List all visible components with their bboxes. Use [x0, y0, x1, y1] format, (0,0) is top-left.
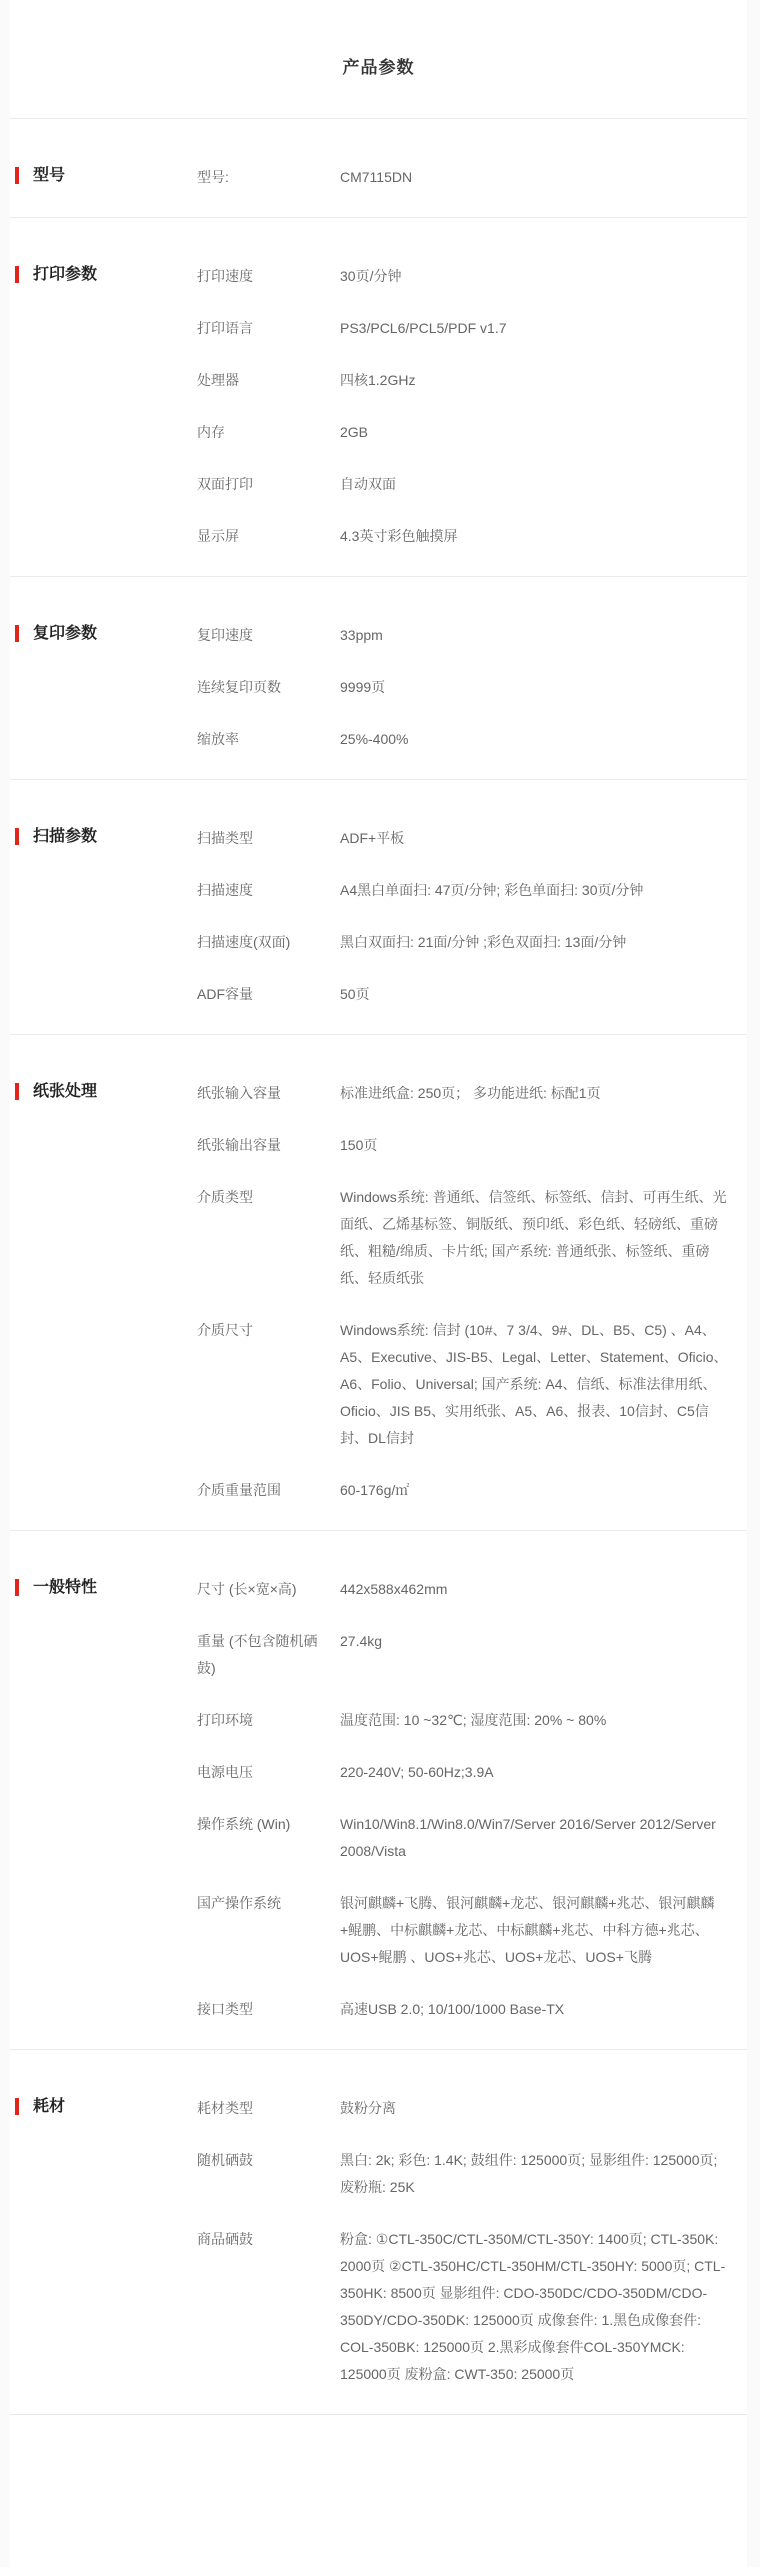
- spec-value: ADF+平板: [340, 830, 405, 846]
- spec-label: 随机硒鼓: [197, 2152, 253, 2168]
- spec-label: 打印速度: [197, 268, 253, 284]
- spec-row: [197, 164, 735, 191]
- spec-section: [10, 1035, 747, 1531]
- section-rows: [197, 1576, 735, 2023]
- spec-row: [197, 2226, 735, 2388]
- spec-row: [197, 471, 735, 498]
- spec-label: 扫描类型: [197, 830, 253, 846]
- spec-label: 介质重量范围: [197, 1482, 281, 1498]
- spec-label: 介质类型: [197, 1189, 253, 1205]
- spec-value: 220-240V; 50-60Hz;3.9A: [340, 1764, 494, 1780]
- spec-row: [197, 622, 735, 649]
- section-accent-bar-icon: [15, 2098, 19, 2115]
- spec-label: 扫描速度: [197, 882, 253, 898]
- spec-section: [10, 119, 747, 218]
- spec-label: 纸张输入容量: [197, 1085, 281, 1101]
- spec-label: 操作系统 (Win): [197, 1816, 291, 1832]
- spec-value: 粉盒: ①CTL-350C/CTL-350M/CTL-350Y: 1400页; CTL-350K: 2000页 ②CTL-350HC/CTL-350HM/CTL-350HY: 5000页; CTL-350HK: 8500页 显影组件: CDO-350DC/CDO-350DM/CDO-350DY/CDO-350DK: 125000页 成像套件: 1.黑色成像套件: COL-350BK: 125000页 2.黑彩成像套件COL-350YMCK: 125000页 废粉盒: CWT-350: 25000页: [340, 2231, 726, 2382]
- spec-section: [10, 218, 747, 577]
- spec-label: 国产操作系统: [197, 1895, 281, 1911]
- spec-section: [10, 780, 747, 1035]
- spec-section: [10, 2050, 747, 2415]
- section-rows: [197, 164, 735, 191]
- spec-row: [197, 1080, 735, 1107]
- spec-value: 自动双面: [340, 476, 396, 492]
- spec-value: 30页/分钟: [340, 268, 402, 284]
- section-title: 打印参数: [33, 266, 98, 283]
- section-rows: [197, 825, 735, 1008]
- spec-value: 50页: [340, 986, 370, 1002]
- spec-value: 高速USB 2.0; 10/100/1000 Base-TX: [340, 2001, 565, 2017]
- spec-row: [197, 1317, 735, 1452]
- spec-row: [197, 1890, 735, 1971]
- spec-row: [197, 981, 735, 1008]
- spec-value: 442x588x462mm: [340, 1581, 448, 1597]
- section-rows: [197, 2095, 735, 2388]
- section-header: [10, 2095, 197, 2118]
- spec-row: [197, 1996, 735, 2023]
- spec-label: 商品硒鼓: [197, 2231, 253, 2247]
- section-title: 耗材: [33, 2098, 66, 2115]
- spec-row: [197, 1132, 735, 1159]
- section-header: [10, 263, 197, 286]
- spec-row: [197, 523, 735, 550]
- section-title: 纸张处理: [33, 1083, 98, 1100]
- section-accent-bar-icon: [15, 266, 19, 283]
- spec-section: [10, 577, 747, 780]
- spec-row: [197, 674, 735, 701]
- spec-label: 扫描速度(双面): [197, 934, 291, 950]
- spec-label: 显示屏: [197, 528, 239, 544]
- spec-label: 复印速度: [197, 627, 253, 643]
- spec-label: 处理器: [197, 372, 239, 388]
- spec-label: 打印语言: [197, 320, 253, 336]
- spec-row: [197, 419, 735, 446]
- spec-label: 内存: [197, 424, 225, 440]
- spec-label: 接口类型: [197, 2001, 253, 2017]
- spec-label: 重量 (不包含随机硒鼓): [197, 1633, 318, 1676]
- spec-value: 2GB: [340, 424, 369, 440]
- spec-label: 尺寸 (长×宽×高): [197, 1581, 297, 1597]
- spec-label: 纸张输出容量: [197, 1137, 281, 1153]
- section-title: 扫描参数: [33, 828, 98, 845]
- section-rows: [197, 1080, 735, 1504]
- spec-row: [197, 263, 735, 290]
- section-title: 复印参数: [33, 625, 98, 642]
- spec-value: 四核1.2GHz: [340, 372, 416, 388]
- spec-label: 介质尺寸: [197, 1322, 253, 1338]
- spec-value: PS3/PCL6/PCL5/PDF v1.7: [340, 320, 507, 336]
- spec-value: CM7115DN: [340, 169, 413, 185]
- section-accent-bar-icon: [15, 828, 19, 845]
- spec-row: [197, 726, 735, 753]
- spec-row: [197, 1759, 735, 1786]
- spec-value: 银河麒麟+飞腾、银河麒麟+龙芯、银河麒麟+兆芯、银河麒麟+鲲鹏、中标麒麟+龙芯、中标麒麟+兆芯、中科方德+兆芯、UOS+鲲鹏 、UOS+兆芯、UOS+龙芯、UOS+飞腾: [340, 1895, 715, 1965]
- section-header: [10, 825, 197, 848]
- spec-value: Windows系统: 普通纸、信签纸、标签纸、信封、可再生纸、光面纸、乙烯基标签、铜版纸、预印纸、彩色纸、轻磅纸、重磅纸、粗糙/绵质、卡片纸; 国产系统: 普通纸张、标签纸、重磅纸、轻质纸张: [340, 1189, 727, 1286]
- spec-value: 鼓粉分离: [340, 2100, 396, 2116]
- section-accent-bar-icon: [15, 167, 19, 184]
- section-header: [10, 1080, 197, 1103]
- spec-row: [197, 367, 735, 394]
- spec-value: 60-176g/㎡: [340, 1482, 410, 1498]
- spec-value: Win10/Win8.1/Win8.0/Win7/Server 2016/Server 2012/Server 2008/Vista: [340, 1816, 716, 1859]
- spec-value: 27.4kg: [340, 1633, 383, 1649]
- section-header: [10, 622, 197, 645]
- spec-value: 25%-400%: [340, 731, 409, 747]
- section-accent-bar-icon: [15, 625, 19, 642]
- section-accent-bar-icon: [15, 1083, 19, 1100]
- spec-value: 9999页: [340, 679, 386, 695]
- product-params-card: [10, 0, 747, 2567]
- spec-value: 标准进纸盒: 250页； 多功能进纸: 标配1页: [340, 1085, 601, 1101]
- spec-label: 型号:: [197, 169, 229, 185]
- spec-row: [197, 1628, 735, 1682]
- spec-label: 双面打印: [197, 476, 253, 492]
- spec-row: [197, 1477, 735, 1504]
- spec-row: [197, 2095, 735, 2122]
- section-header: [10, 164, 197, 187]
- spec-value: A4黑白单面扫: 47页/分钟; 彩色单面扫: 30页/分钟: [340, 882, 644, 898]
- spec-row: [197, 315, 735, 342]
- spec-value: 黑白: 2k; 彩色: 1.4K; 鼓组件: 125000页; 显影组件: 125000页; 废粉瓶: 25K: [340, 2152, 718, 2195]
- spec-row: [197, 1811, 735, 1865]
- spec-row: [197, 2147, 735, 2201]
- section-accent-bar-icon: [15, 1579, 19, 1596]
- spec-row: [197, 1707, 735, 1734]
- section-rows: [197, 263, 735, 550]
- spec-row: [197, 825, 735, 852]
- spec-row: [197, 877, 735, 904]
- spec-value: 黑白双面扫: 21面/分钟 ;彩色双面扫: 13面/分钟: [340, 934, 627, 950]
- spec-row: [197, 929, 735, 956]
- spec-label: 打印环境: [197, 1712, 253, 1728]
- section-title: 一般特性: [33, 1579, 98, 1596]
- spec-value: Windows系统: 信封 (10#、7 3/4、9#、DL、B5、C5) 、A4、A5、Executive、JIS-B5、Legal、Letter、Statement、Oficio、A6、Folio、Universal; 国产系统: A4、信纸、标准法律用纸、Oficio、JIS B5、实用纸张、A5、A6、报表、10信封、C5信封、DL信封: [340, 1322, 728, 1446]
- spec-section: [10, 1531, 747, 2050]
- spec-value: 温度范围: 10 ~32℃; 湿度范围: 20% ~ 80%: [340, 1712, 607, 1728]
- spec-row: [197, 1184, 735, 1292]
- spec-label: ADF容量: [197, 986, 253, 1002]
- section-title: 型号: [33, 167, 66, 184]
- spec-label: 电源电压: [197, 1764, 253, 1780]
- spec-value: 4.3英寸彩色触摸屏: [340, 528, 458, 544]
- page-title: 产品参数: [10, 0, 747, 119]
- spec-row: [197, 1576, 735, 1603]
- spec-label: 缩放率: [197, 731, 239, 747]
- section-rows: [197, 622, 735, 753]
- sections-container: [10, 119, 747, 2415]
- spec-value: 150页: [340, 1137, 378, 1153]
- section-header: [10, 1576, 197, 1599]
- spec-label: 耗材类型: [197, 2100, 253, 2116]
- spec-label: 连续复印页数: [197, 679, 281, 695]
- spec-value: 33ppm: [340, 627, 383, 643]
